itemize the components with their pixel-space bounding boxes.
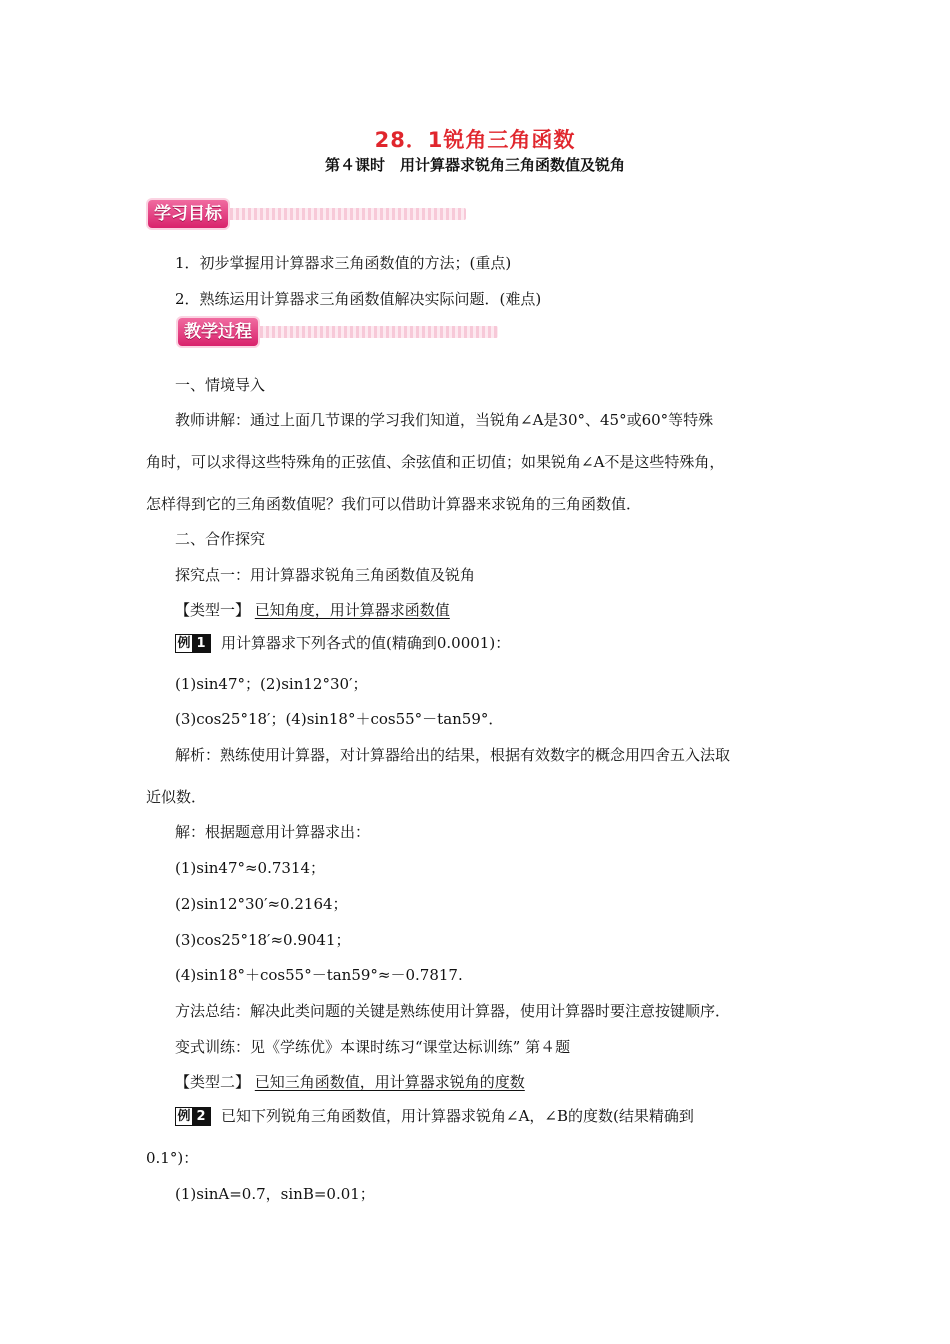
section-title-process: 教学过程 <box>178 318 258 346</box>
example-badge: 例 2 <box>175 1107 211 1126</box>
document-subtitle: 第４课时 用计算器求锐角三角函数值及锐角 <box>324 156 625 174</box>
section-title-goals: 学习目标 <box>148 200 228 228</box>
analysis-line: 近似数． <box>146 788 207 806</box>
type-tag: 【类型一】 <box>175 601 251 619</box>
goal-item: 2．熟练运用计算器求三角函数值解决实际问题．(难点) <box>175 290 542 308</box>
analysis-line: 解析：熟练使用计算器，对计算器给出的结果，根据有效数字的概念用四舍五入法取 <box>175 746 731 764</box>
part1-heading: 一、情境导入 <box>175 376 266 394</box>
method-summary: 方法总结：解决此类问题的关键是熟练使用计算器，使用计算器时要注意按键顺序． <box>175 1002 731 1020</box>
example-text: 已知下列锐角三角函数值，用计算器求锐角∠A，∠B的度数(结果精确到 <box>221 1107 694 1125</box>
question-line: (1)sin47°；(2)sin12°30′； <box>175 675 368 693</box>
example-1 <box>175 632 510 653</box>
document-title: 28．1锐角三角函数 <box>374 128 576 152</box>
intro-line: 教师讲解：通过上面几节课的学习我们知道，当锐角∠A是30°、45°或60°等特殊 <box>175 411 714 429</box>
variant-training: 变式训练：见《学练优》本课时练习“课堂达标训练” 第４题 <box>175 1038 571 1056</box>
type-title: 已知三角函数值，用计算器求锐角的度数 <box>254 1073 525 1091</box>
intro-line: 角时，可以求得这些特殊角的正弦值、余弦值和正切值；如果锐角∠A不是这些特殊角， <box>146 453 725 471</box>
example-2 <box>175 1105 694 1126</box>
question-line: (3)cos25°18′；(4)sin18°＋cos55°－tan59°． <box>175 710 504 728</box>
answer-line: (1)sin47°≈0.7314； <box>175 859 326 877</box>
type-heading-1 <box>175 599 450 620</box>
answer-line: (4)sin18°＋cos55°－tan59°≈－0.7817. <box>175 966 463 984</box>
part2-heading: 二、合作探究 <box>175 530 266 548</box>
intro-line: 怎样得到它的三角函数值呢？我们可以借助计算器来求锐角的三角函数值． <box>146 495 642 513</box>
type-title: 已知角度，用计算器求函数值 <box>254 601 450 619</box>
section-banner-process <box>176 318 498 346</box>
example-text: 用计算器求下列各式的值(精确到0.0001)： <box>221 634 511 652</box>
answer-line: (2)sin12°30′≈0.2164； <box>175 895 348 913</box>
goal-item: 1．初步掌握用计算器求三角函数值的方法；(重点) <box>175 254 512 272</box>
section-banner-goals <box>146 200 466 228</box>
type-tag: 【类型二】 <box>175 1073 251 1091</box>
example-text-continued: 0.1°)： <box>146 1149 199 1167</box>
solution-intro: 解：根据题意用计算器求出： <box>175 823 371 841</box>
answer-line: (3)cos25°18′≈0.9041； <box>175 931 351 949</box>
example-badge: 例 1 <box>175 634 211 653</box>
type-heading-2 <box>175 1071 525 1092</box>
question-line: (1)sinA=0.7，sinB=0.01； <box>175 1185 375 1203</box>
exploration-point: 探究点一：用计算器求锐角三角函数值及锐角 <box>175 566 476 584</box>
